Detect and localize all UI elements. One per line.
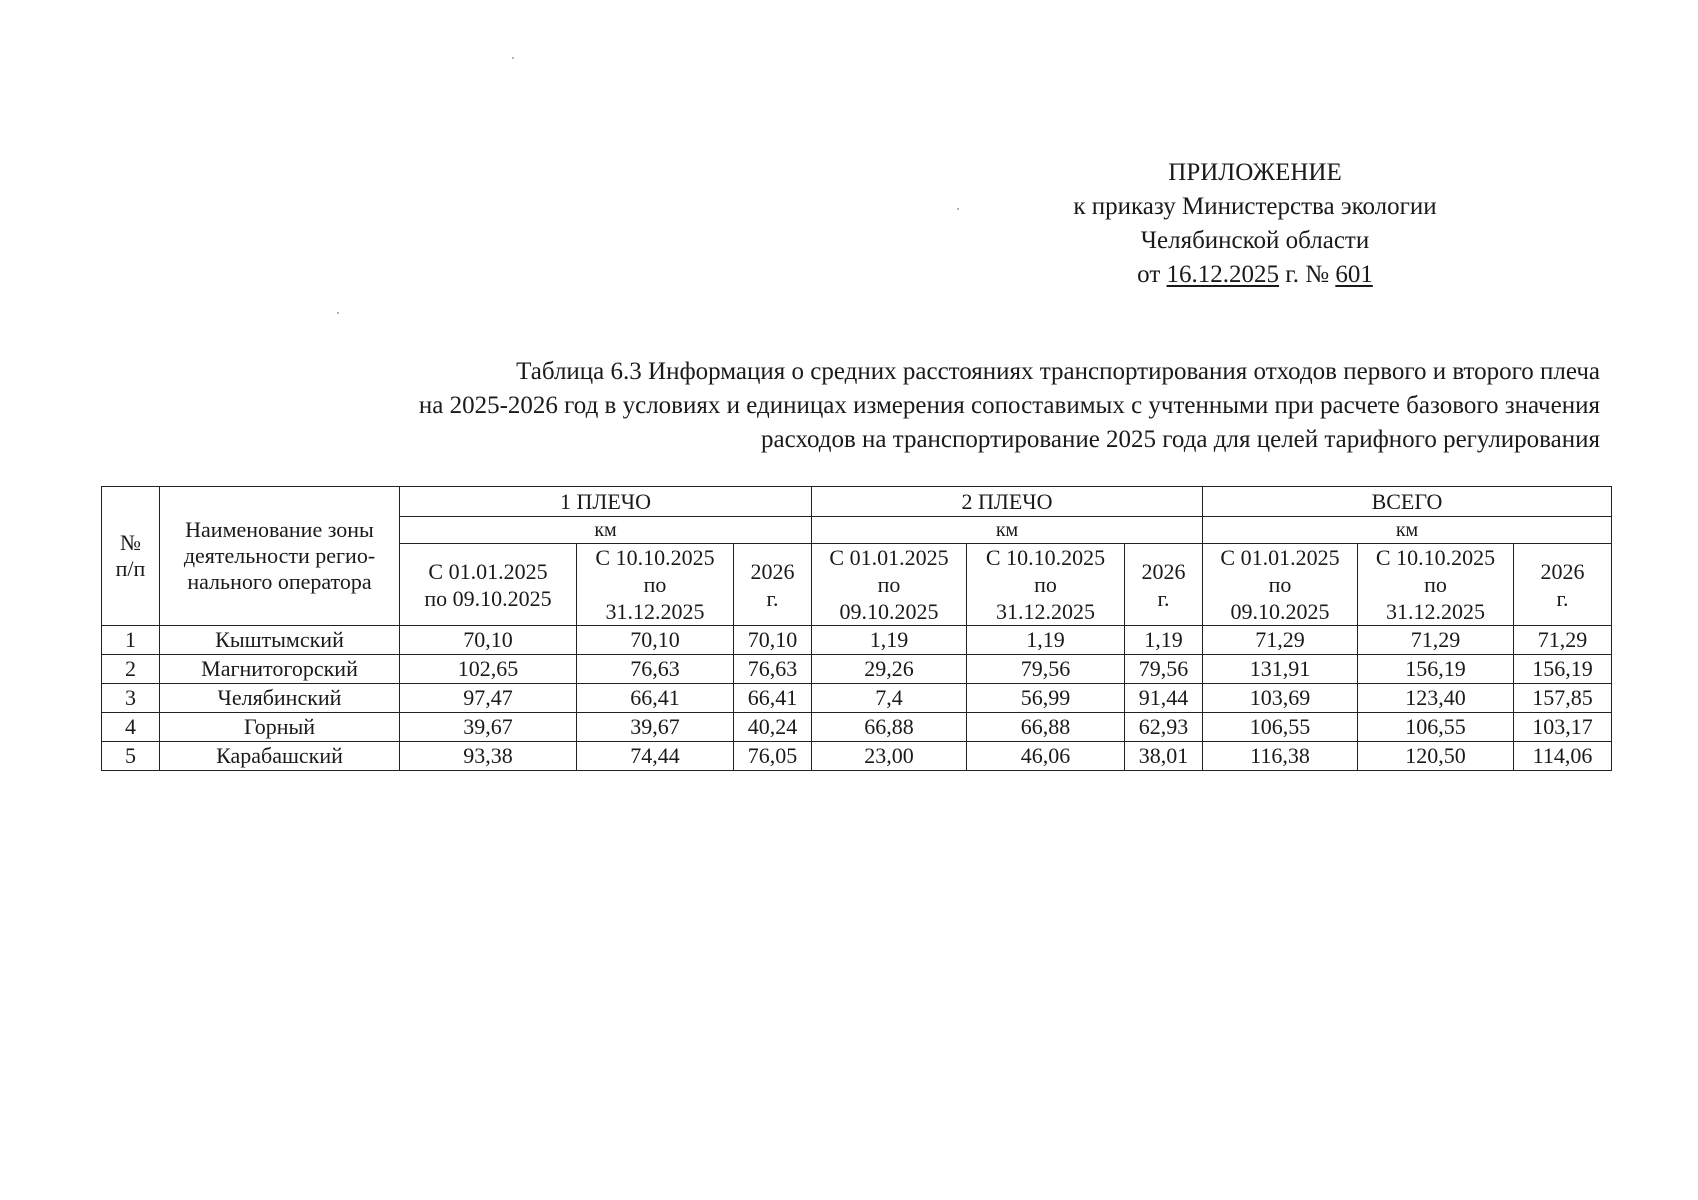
value-cell: 131,91 (1203, 655, 1358, 684)
table-row (102, 684, 1612, 713)
value-cell: 56,99 (967, 684, 1125, 713)
value-cell: 66,41 (734, 684, 812, 713)
appendix-title: ПРИЛОЖЕНИЕ (1168, 159, 1342, 186)
order-date: 16.12.2025 (1166, 261, 1280, 288)
value-cell: 1,19 (967, 626, 1125, 655)
table-caption (200, 355, 1600, 457)
period-header: 2026 г. (1125, 544, 1203, 626)
scan-speck (512, 57, 514, 59)
table-row (102, 655, 1612, 684)
caption-line-2: на 2025-2026 год в условиях и единицах измерения сопоставимых с учтенными при расчете базового значения (418, 392, 1600, 419)
table-body (102, 626, 1612, 771)
group-header-total: ВСЕГО (1203, 487, 1612, 517)
period-header: С 01.01.2025 по 09.10.2025 (400, 544, 577, 626)
value-cell: 79,56 (967, 655, 1125, 684)
value-cell: 106,55 (1358, 713, 1514, 742)
table-row (102, 742, 1612, 771)
column-number-header: № п/п (102, 487, 160, 626)
value-cell: 71,29 (1358, 626, 1514, 655)
caption-line-3: расходов на транспортирование 2025 года для целей тарифного регулирования (761, 426, 1600, 453)
value-cell: 93,38 (400, 742, 577, 771)
period-header: С 01.01.2025 по 09.10.2025 (812, 544, 967, 626)
order-number: 601 (1335, 261, 1373, 288)
zone-name: Кыштымский (160, 626, 400, 655)
period-header: 2026 г. (1514, 544, 1612, 626)
scan-speck (337, 312, 339, 314)
value-cell: 79,56 (1125, 655, 1203, 684)
value-cell: 71,29 (1514, 626, 1612, 655)
value-cell: 46,06 (967, 742, 1125, 771)
value-cell: 91,44 (1125, 684, 1203, 713)
row-number: 2 (102, 655, 160, 684)
value-cell: 66,41 (577, 684, 734, 713)
scan-speck (957, 208, 959, 210)
value-cell: 40,24 (734, 713, 812, 742)
value-cell: 1,19 (812, 626, 967, 655)
period-header: С 01.01.2025 по 09.10.2025 (1203, 544, 1358, 626)
appendix-line-order: к приказу Министерства экологии (1073, 193, 1437, 220)
value-cell: 62,93 (1125, 713, 1203, 742)
zone-name: Карабашский (160, 742, 400, 771)
value-cell: 123,40 (1358, 684, 1514, 713)
distance-table (101, 486, 1612, 771)
value-cell: 76,63 (734, 655, 812, 684)
value-cell: 70,10 (734, 626, 812, 655)
value-cell: 114,06 (1514, 742, 1612, 771)
zone-name: Магнитогорский (160, 655, 400, 684)
value-cell: 103,69 (1203, 684, 1358, 713)
value-cell: 102,65 (400, 655, 577, 684)
value-cell: 39,67 (577, 713, 734, 742)
appendix-date-line (1035, 258, 1475, 292)
row-number: 3 (102, 684, 160, 713)
appendix-header (1035, 156, 1475, 292)
row-number: 1 (102, 626, 160, 655)
value-cell: 66,88 (967, 713, 1125, 742)
column-zone-name-header: Наименование зоны деятельности регио- нального оператора (160, 487, 400, 626)
value-cell: 106,55 (1203, 713, 1358, 742)
value-cell: 120,50 (1358, 742, 1514, 771)
caption-line-1: Таблица 6.3 Информация о средних расстояниях транспортирования отходов первого и второго плеча (516, 358, 1600, 385)
value-cell: 156,19 (1514, 655, 1612, 684)
value-cell: 70,10 (400, 626, 577, 655)
period-header: С 10.10.2025 по 31.12.2025 (577, 544, 734, 626)
value-cell: 23,00 (812, 742, 967, 771)
header-row-groups (102, 487, 1612, 517)
value-cell: 70,10 (577, 626, 734, 655)
value-cell: 76,05 (734, 742, 812, 771)
row-number: 5 (102, 742, 160, 771)
value-cell: 1,19 (1125, 626, 1203, 655)
group-header-leg-2: 2 ПЛЕЧО (812, 487, 1203, 517)
unit-leg-2: км (812, 517, 1203, 544)
value-cell: 38,01 (1125, 742, 1203, 771)
table-row (102, 713, 1612, 742)
zone-name: Горный (160, 713, 400, 742)
row-number: 4 (102, 713, 160, 742)
value-cell: 29,26 (812, 655, 967, 684)
value-cell: 97,47 (400, 684, 577, 713)
value-cell: 116,38 (1203, 742, 1358, 771)
unit-total: км (1203, 517, 1612, 544)
value-cell: 39,67 (400, 713, 577, 742)
unit-leg-1: км (400, 517, 812, 544)
number-prefix: г. № (1285, 261, 1330, 288)
value-cell: 74,44 (577, 742, 734, 771)
value-cell: 71,29 (1203, 626, 1358, 655)
appendix-line-region: Челябинской области (1140, 227, 1370, 254)
period-header: С 10.10.2025 по 31.12.2025 (967, 544, 1125, 626)
group-header-leg-1: 1 ПЛЕЧО (400, 487, 812, 517)
period-header: 2026 г. (734, 544, 812, 626)
value-cell: 7,4 (812, 684, 967, 713)
value-cell: 103,17 (1514, 713, 1612, 742)
value-cell: 157,85 (1514, 684, 1612, 713)
date-prefix: от (1137, 261, 1161, 288)
zone-name: Челябинский (160, 684, 400, 713)
table-row (102, 626, 1612, 655)
value-cell: 76,63 (577, 655, 734, 684)
period-header: С 10.10.2025 по 31.12.2025 (1358, 544, 1514, 626)
value-cell: 66,88 (812, 713, 967, 742)
value-cell: 156,19 (1358, 655, 1514, 684)
